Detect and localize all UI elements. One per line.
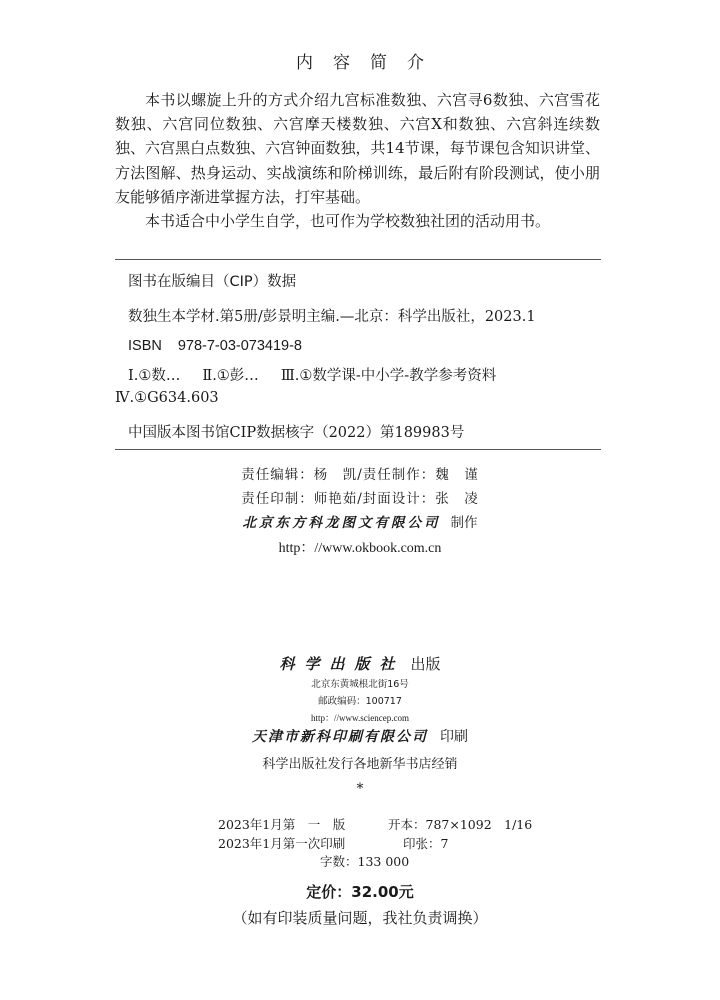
printer-name: 天津市新科印刷有限公司 xyxy=(252,729,428,745)
edition-line: 2023年1月第 一 版 xyxy=(218,817,346,832)
publisher-suffix: 出版 xyxy=(410,655,441,673)
cip-class-2: Ⅱ.①彭… xyxy=(202,368,259,384)
separator-star: * xyxy=(356,781,364,797)
cip-class-3: Ⅲ.①数学课-中小学-教学参考资料 xyxy=(280,368,497,384)
printing-line: 2023年1月第一次印刷 xyxy=(218,836,346,851)
word-count: 字数：133 000 xyxy=(320,854,410,869)
isbn-number: 978-7-03-073419-8 xyxy=(177,338,302,354)
publisher-postcode: 邮政编码：100717 xyxy=(318,696,402,707)
isbn-label: ISBN xyxy=(128,338,162,354)
credit-editors: 责任编辑：杨 凯/责任制作：魏 谨 xyxy=(241,467,479,483)
printer-line xyxy=(0,726,720,746)
producer-name: 北京东方科龙图文有限公司 xyxy=(242,515,441,531)
price: 定价：32.00元 xyxy=(306,883,414,901)
cip-isbn xyxy=(128,338,598,354)
cip-heading: 图书在版编目（CIP）数据 xyxy=(128,274,297,290)
cip-record: 中国版本图书馆CIP数据核字（2022）第189983号 xyxy=(128,425,465,441)
publisher-address: 北京东黄城根北街16号 xyxy=(311,679,409,690)
intro-paragraph-2: 本书适合中小学生自学，也可作为学校数独社团的活动用书。 xyxy=(145,212,551,231)
credit-producer xyxy=(0,511,720,531)
producer-url: http：//www.okbook.com.cn xyxy=(278,541,442,556)
cip-classification xyxy=(128,364,598,385)
printer-suffix: 印刷 xyxy=(440,729,468,745)
printed-sheets: 印张：7 xyxy=(403,836,449,851)
quality-notice: （如有印装质量问题，我社负责调换） xyxy=(232,909,488,927)
divider-top xyxy=(115,259,601,260)
introduction xyxy=(115,88,600,233)
cip-class-4: Ⅳ.①G634.603 xyxy=(115,390,219,406)
publisher-line xyxy=(0,653,720,674)
book-format: 开本：787×1092 1/16 xyxy=(388,817,533,832)
distribution-line: 科学出版社发行各地新华书店经销 xyxy=(262,757,458,772)
intro-paragraph-1: 本书以螺旋上升的方式介绍九宫标准数独、六宫寻6数独、六宫雪花数独、六宫同位数独、六宫摩天楼数独、六宫X和数独、六宫斜连续数独、六宫黑白点数独、六宫钟面数独，共14节课，每节课包含知识讲堂、方法图解、热身运动、实战演练和阶梯训练，最后附有阶段测试，使小朋友能够循序渐进掌握方法，打牢基础。 xyxy=(115,91,600,206)
cip-class-1: Ⅰ.①数… xyxy=(128,368,181,384)
publisher-url: http：//www.sciencep.com xyxy=(311,713,409,723)
publisher-name: 科学出版社 xyxy=(279,655,405,673)
credit-production: 责任印制：师艳茹/封面设计：张 凌 xyxy=(241,491,479,507)
page-title: 内容简介 xyxy=(296,53,444,73)
divider-bottom xyxy=(115,449,601,450)
cip-entry: 数独生本学材.第5册/彭景明主编.—北京：科学出版社，2023.1 xyxy=(128,309,536,325)
producer-suffix: 制作 xyxy=(450,515,478,531)
